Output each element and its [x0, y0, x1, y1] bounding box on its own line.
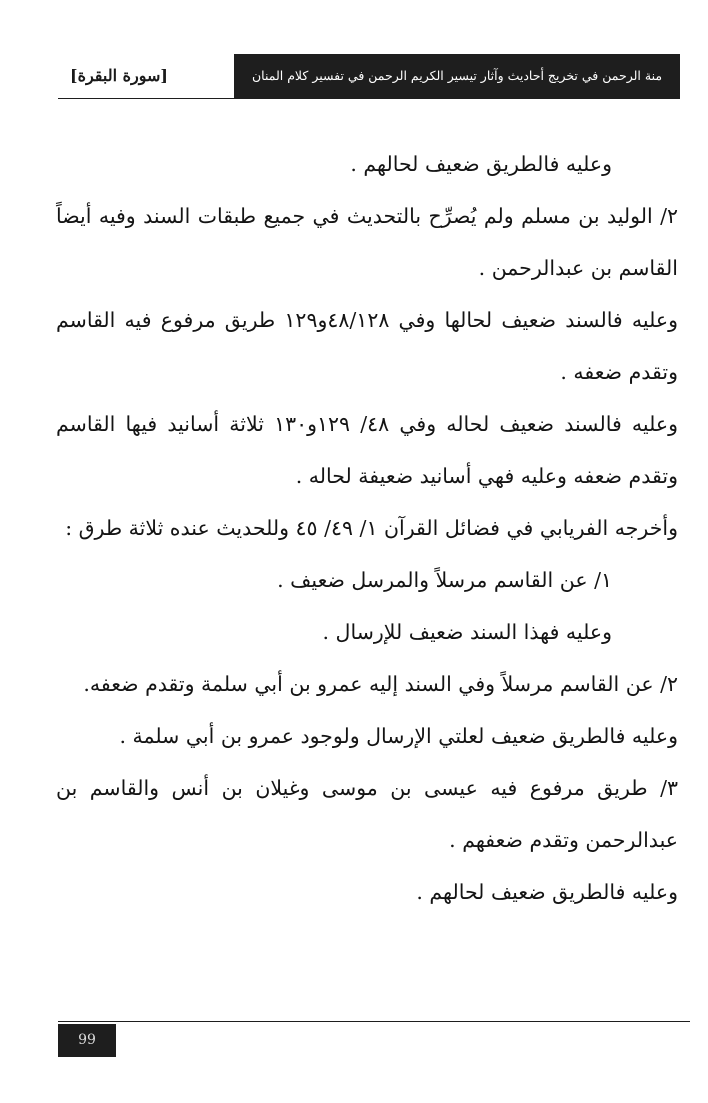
- paragraph: وعليه فالطريق ضعيف لحالهم .: [416, 880, 678, 904]
- page-body: [56, 138, 678, 918]
- footer-divider: [58, 1021, 690, 1022]
- paragraph: وعليه فهذا السند ضعيف للإرسال .: [322, 620, 612, 644]
- paragraph: وعليه فالسند ضعيف لحاله وفي ٤٨/ ١٢٩و١٣٠ ثلاثة أسانيد فيها القاسم وتقدم ضعفه وعليه فهي أسانيد ضعيفة لحاله .: [56, 412, 678, 488]
- paragraph: ٢/ عن القاسم مرسلاً وفي السند إليه عمرو بن أبي سلمة وتقدم ضعفه.: [83, 672, 678, 696]
- paragraph: وعليه فالسند ضعيف لحالها وفي ٤٨/١٢٨و١٢٩ طريق مرفوع فيه القاسم وتقدم ضعفه .: [56, 308, 679, 384]
- paragraph: ٣/ طريق مرفوع فيه عيسى بن موسى وغيلان بن أنس والقاسم بن عبدالرحمن وتقدم ضعفهم .: [56, 776, 678, 852]
- surah-section-label: [سورة البقرة]: [70, 66, 168, 85]
- paragraph: ١/ عن القاسم مرسلاً والمرسل ضعيف .: [277, 568, 612, 592]
- page-number: 99: [58, 1024, 116, 1057]
- header-divider: [58, 98, 680, 99]
- paragraph: وأخرجه الفريابي في فضائل القرآن ١/ ٤٩/ ٤٥ وللحديث عنده ثلاثة طرق :: [65, 516, 678, 540]
- paragraph: ٢/ الوليد بن مسلم ولم يُصرِّح بالتحديث في جميع طبقات السند وفيه أيضاً القاسم بن عبدالرحمن .: [56, 204, 678, 280]
- paragraph: وعليه فالطريق ضعيف لعلتي الإرسال ولوجود عمرو بن أبي سلمة .: [119, 724, 678, 748]
- book-title-banner: منة الرحمن في تخريج أحاديث وآثار تيسير الكريم الرحمن في تفسير كلام المنان: [234, 54, 680, 98]
- paragraph: وعليه فالطريق ضعيف لحالهم .: [350, 152, 612, 176]
